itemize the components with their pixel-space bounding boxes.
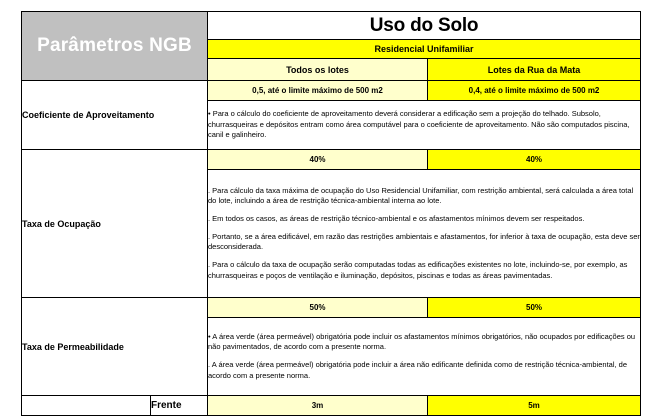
value-permeabilidade-rua-da-mata: 50%	[428, 298, 641, 318]
row-coeficiente-values	[22, 81, 641, 101]
header-row-title	[22, 12, 641, 40]
note-paragraph: • A área verde (área permeável) obrigatória pode incluir os afastamentos mínimos obrigatórios, não ocupados por edificações ou não pavimentados, de acordo com a presente norma.	[208, 331, 636, 352]
row-frente	[22, 396, 641, 416]
note-paragraph: . Em todos os casos, as áreas de restrição técnico-ambiental e os afastamentos mínimos devem ser respeitados.	[208, 214, 585, 224]
note-paragraph: . Portanto, se a área edificável, em razão das restrições ambientais e afastamentos, for inferior à taxa de ocupação, esta deve ser desconsiderada.	[208, 231, 640, 252]
note-paragraph: . Para cálculo da taxa máxima de ocupação do Uso Residencial Unifamiliar, com restrição ambiental, será calculada a área total do lote, incluindo a área de restrição técnica-ambiental interna ao lote.	[208, 185, 634, 206]
footer-sublabel-frente: Frente	[151, 396, 208, 416]
notes-coeficiente-de-aproveitamento	[208, 101, 641, 150]
note-paragraph: . Para o cálculo da taxa de ocupação serão computadas todas as edificações existentes no lote, incluindo-se, por exemplo, as churrasqueiras e poços de ventilação e iluminação, depósitos, piscinas e todas as áreas pavimentadas.	[208, 259, 628, 280]
value-ocupacao-todos-os-lotes: 40%	[208, 150, 428, 170]
ngb-parameters-table	[21, 11, 641, 416]
notes-taxa-de-ocupacao	[208, 170, 641, 298]
row-label-coeficiente-de-aproveitamento: Coeficiente de Aproveitamento	[22, 81, 208, 150]
use-subtitle-cell: Residencial Unifamiliar	[208, 40, 641, 59]
column-header-lotes-rua-da-mata: Lotes da Rua da Mata	[428, 59, 641, 81]
value-ocupacao-rua-da-mata: 40%	[428, 150, 641, 170]
value-coeficiente-todos-os-lotes: 0,5, até o limite máximo de 500 m2	[208, 81, 428, 101]
note-paragraph: . A área verde (área permeável) obrigatória pode incluir a área não edificante definida como de restrição técnica-ambiental, de acordo com a presente norma.	[208, 360, 628, 380]
parameters-header-cell: Parâmetros NGB	[22, 12, 208, 81]
row-label-taxa-de-permeabilidade: Taxa de Permeabilidade	[22, 298, 208, 396]
row-ocupacao-values	[22, 150, 641, 170]
value-coeficiente-rua-da-mata: 0,4, até o limite máximo de 500 m2	[428, 81, 641, 101]
footer-empty-cell	[22, 396, 151, 416]
row-label-taxa-de-ocupacao: Taxa de Ocupação	[22, 150, 208, 298]
main-title-cell: Uso do Solo	[208, 12, 641, 40]
column-header-todos-os-lotes: Todos os lotes	[208, 59, 428, 81]
row-permeabilidade-values	[22, 298, 641, 318]
notes-taxa-de-permeabilidade	[208, 318, 641, 396]
value-permeabilidade-todos-os-lotes: 50%	[208, 298, 428, 318]
value-frente-todos-os-lotes: 3m	[208, 396, 428, 416]
note-paragraph: • Para o cálculo do coeficiente de aproveitamento deverá considerar a edificação sem a projeção do telhado. Subsolo, churrasqueiras e depósitos entram como área computável para o coeficiente de aproveitamento. Não são computados piscina, canil e galinheiro.	[208, 109, 630, 140]
ngb-parameters-sheet	[21, 11, 640, 411]
value-frente-rua-da-mata: 5m	[428, 396, 641, 416]
